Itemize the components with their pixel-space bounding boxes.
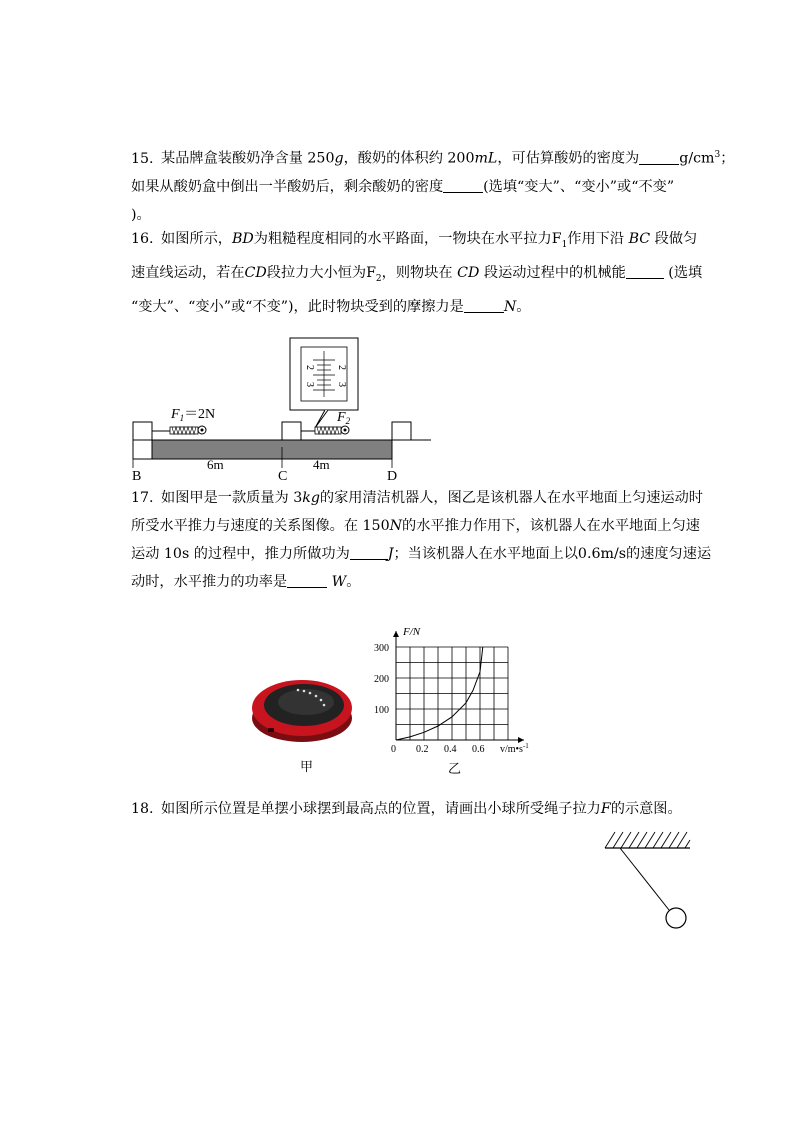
x-tick-label: 0.6 [472,744,485,755]
q17-line-2: 所受水平推力与速度的关系图像。在 150N的水平推力作用下，该机器人在水平地面上匀速 [131,518,700,534]
q16-answer-blank-1[interactable] [626,264,664,279]
scale-label-2: 3 [304,382,315,387]
distance-cd: 4m [313,457,330,472]
q15-line-3: )。 [131,206,151,223]
q17-line-4: 动时，水平推力的功率是 W。 [131,574,361,590]
pendulum-figure [600,826,696,934]
x-tick-label: 0 [391,744,396,755]
q17-answer-blank-1[interactable] [350,545,388,560]
f1-label: $F_1=2N$ [171,407,216,423]
q16-answer-blank-2[interactable] [464,298,504,313]
question-17 [131,484,712,596]
q15-answer-blank-2[interactable] [443,178,483,193]
y-tick-label: 100 [374,705,389,716]
block-at-c [282,422,301,440]
robot-wheel [268,728,274,732]
q15-answer-blank-1[interactable] [639,150,679,165]
scale-label-1: 2 [304,365,315,370]
q16-line-1: 16. 如图所示，BD为粗糙程度相同的水平路面，一物块在水平拉力$F_1$作用下沿 BC 段做匀 [131,231,698,250]
point-d: D [387,469,398,483]
point-c: C [278,469,288,483]
spring-scale-1 [152,426,206,434]
q16-line-3: “变大”、“变小”或“不变”)，此时物块受到的摩擦力是 N。 [131,298,531,315]
question-15 [131,141,735,229]
block-at-b [133,422,152,440]
q16-line-2: 速直线运动，若在CD段拉力大小恒为$F_2$，则物块在 CD 段运动过程中的机械能 (选填 [131,264,703,284]
rough-road-bd [152,440,392,459]
robot-vacuum-illustration [250,668,360,750]
chart-axes [393,631,524,743]
fv-chart [368,620,548,756]
q16-figure [125,335,435,483]
x-tick-label: 0.4 [444,744,457,755]
robot-top-center [278,689,334,715]
y-axis-arrow [393,631,399,637]
scale-label-3: 2 [336,365,347,370]
chart-xlabel: $v/m•s^{-1}$ [500,742,529,755]
f2-label: $F_2$ [337,410,351,426]
q18-line-1: 18. 如图所示位置是单摆小球摆到最高点的位置，请画出小球所受绳子拉力F的示意图。 [131,801,682,817]
pendulum-string [620,848,669,910]
question-16 [131,225,701,321]
ceiling-hatch [605,832,690,848]
chart-ylabel: F/N [403,626,421,638]
y-tick-label: 200 [374,674,389,685]
q17-line-1: 17. 如图甲是一款质量为 3kg的家用清洁机器人，图乙是该机器人在水平地面上匀速运动时 [131,490,703,506]
x-tick-label: 0.2 [416,744,429,755]
block-at-d [392,422,411,440]
question-18 [131,795,701,823]
caption-yi: 乙 [448,762,462,777]
q15-line-2: 如果从酸奶盒中倒出一半酸奶后，剩余酸奶的密度 (选填“变大”、“变小”或“不变” [131,178,675,195]
magnifier-pointer [315,410,328,428]
caption-jia: 甲 [300,760,314,775]
y-tick-label: 300 [374,643,389,654]
point-b: B [132,469,142,483]
scale-label-4: 3 [336,382,347,387]
distance-bc: 6m [207,457,224,472]
q15-line-1: 15. 某品牌盒装酸奶净含量 250g，酸奶的体积约 200mL，可估算酸奶的密度为 $g/cm^3$； [131,150,735,167]
pendulum-ball [666,908,686,928]
q17-line-3: 运动 10s 的过程中，推力所做功为 J；当该机器人在水平地面上以0.6m/s的速度匀速运 [131,546,712,562]
spring-scale-2 [301,426,349,434]
q17-answer-blank-2[interactable] [287,573,327,588]
chart-grid [396,647,508,740]
